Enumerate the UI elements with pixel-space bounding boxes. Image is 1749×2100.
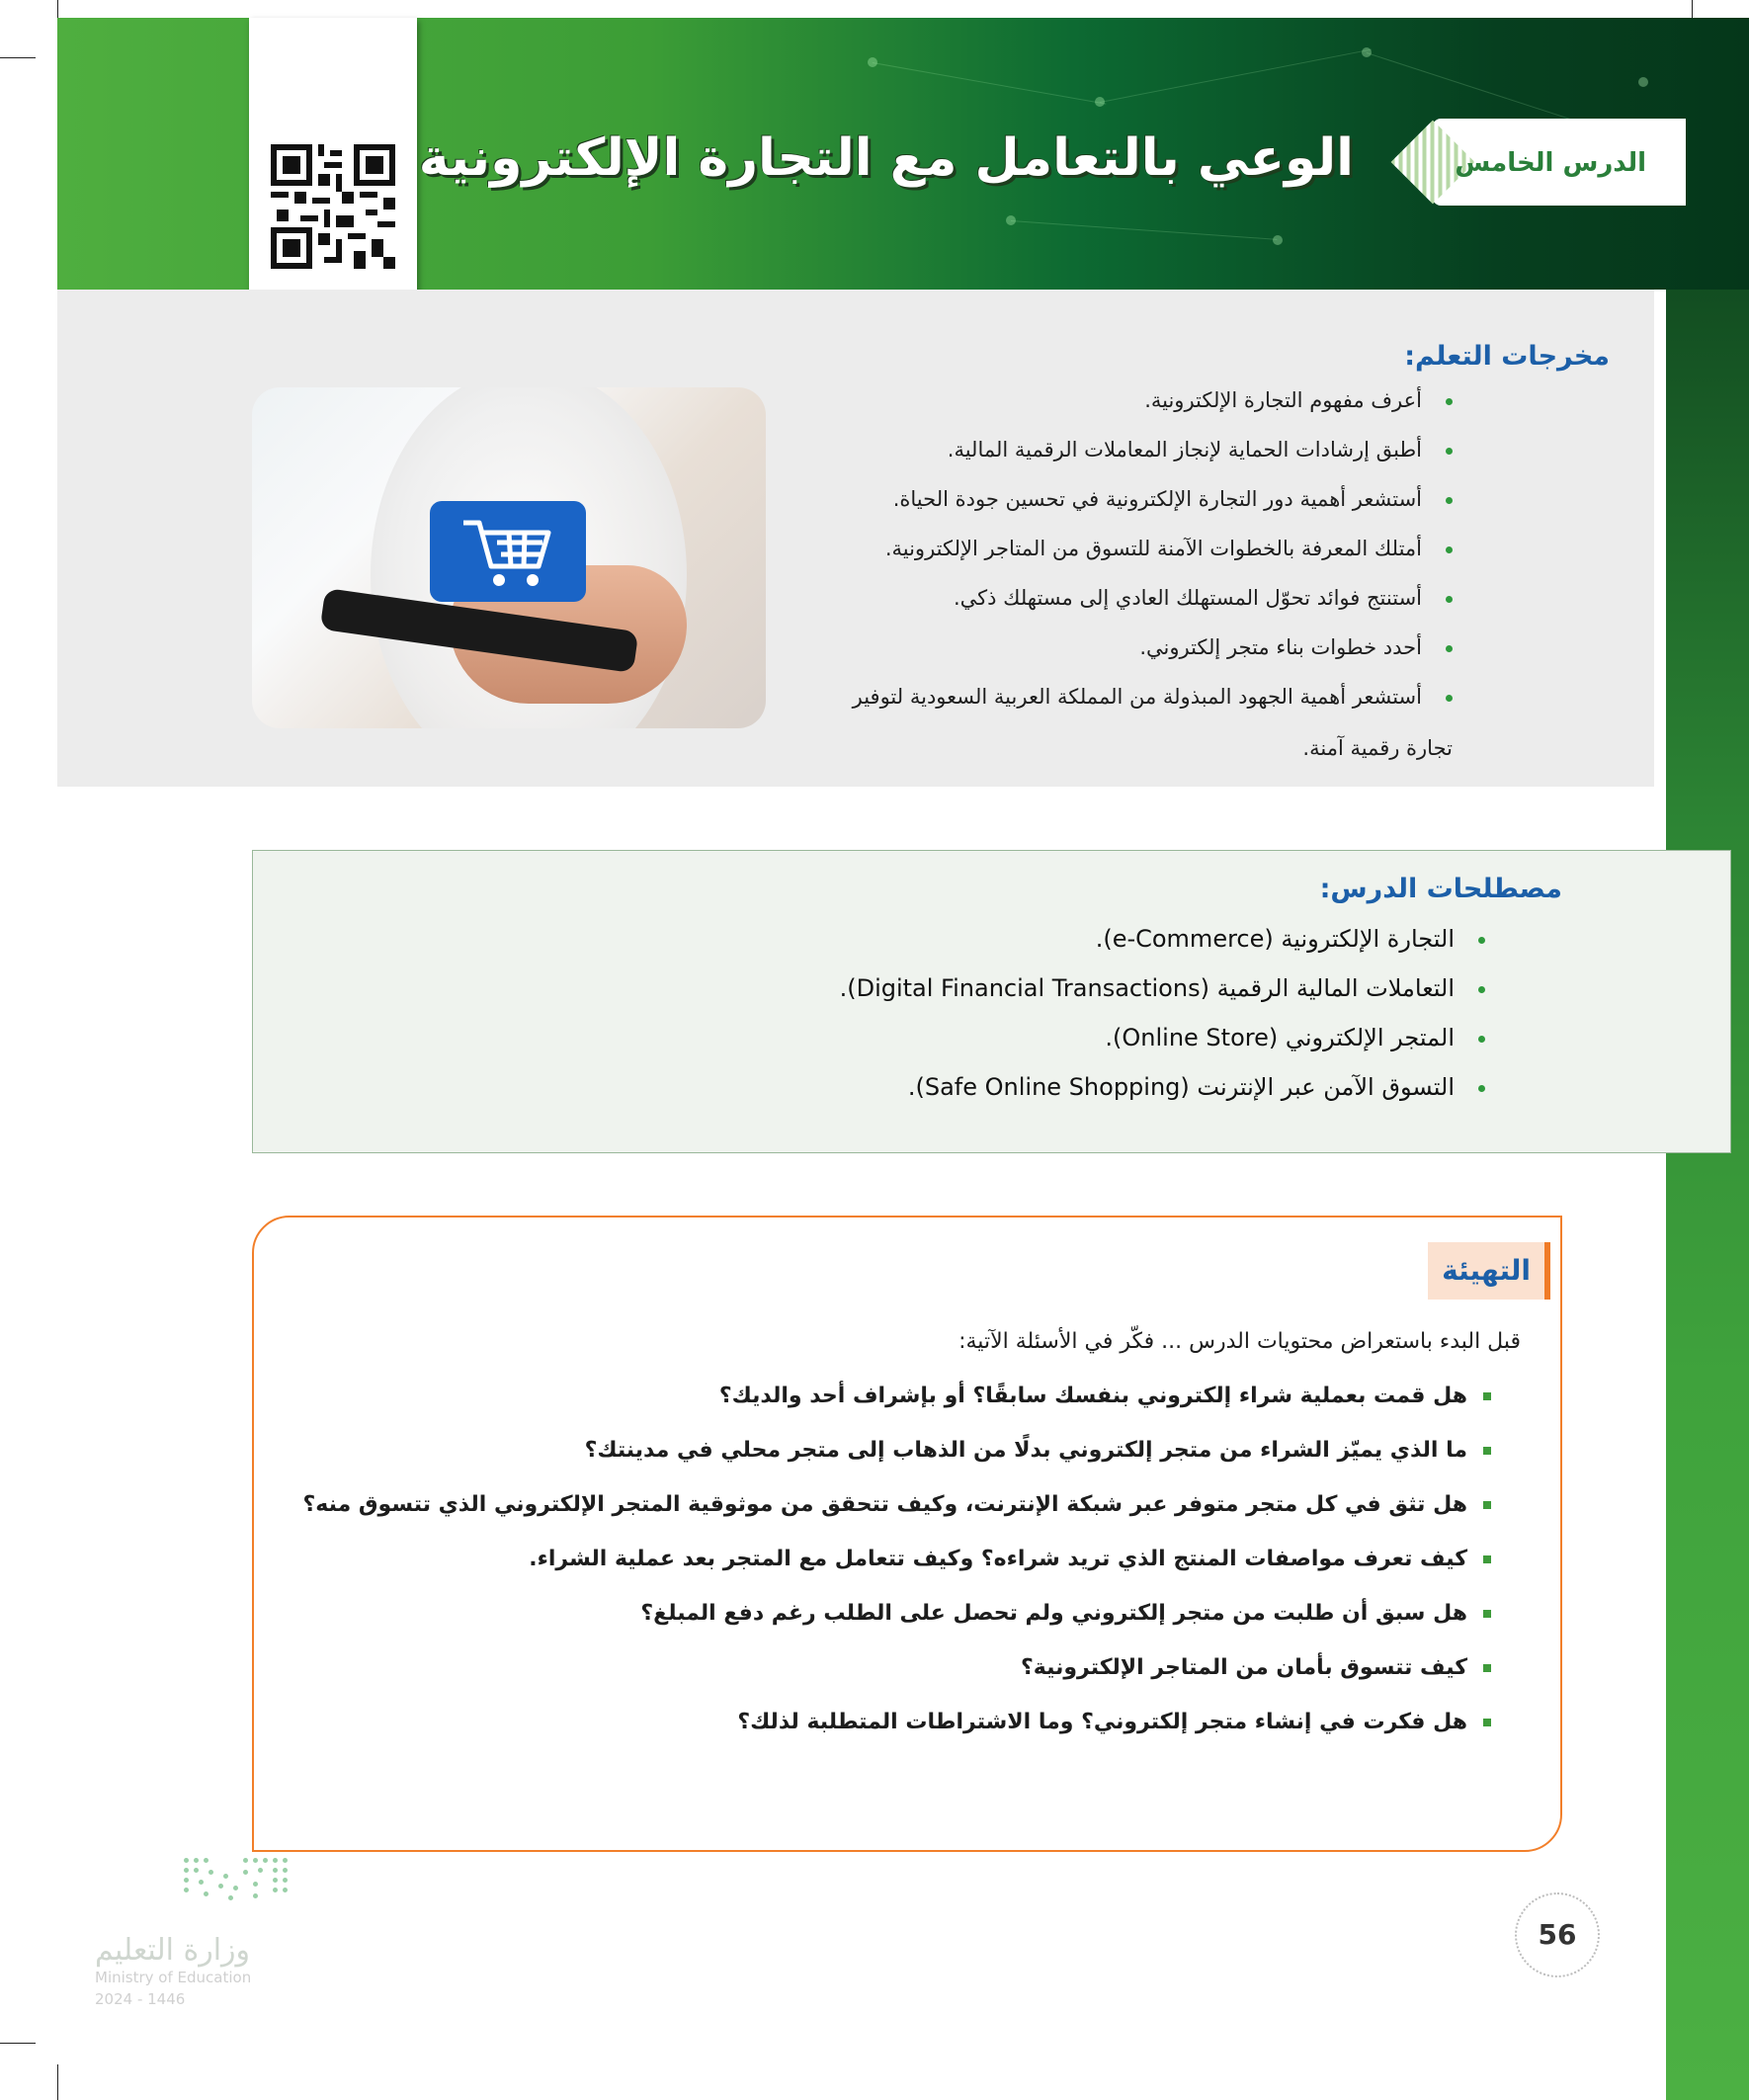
bullet-icon: [1446, 645, 1453, 652]
outcomes-heading: مخرجات التعلم:: [1404, 341, 1610, 372]
warmup-title-tag: [1428, 1242, 1550, 1300]
terms-list: [398, 925, 1485, 1142]
ministry-logo-watermark: [95, 1858, 292, 2016]
list-item: أعرف مفهوم التجارة الإلكترونية.: [1144, 388, 1453, 412]
list-item: أحدد خطوات بناء متجر إلكتروني.: [1139, 635, 1453, 659]
list-item: كيف تعرف مواصفات المنتج الذي تريد شراءه؟ وكيف تتعامل مع المتجر بعد عملية الشراء.: [529, 1547, 1491, 1571]
terms-heading: مصطلحات الدرس:: [1319, 874, 1562, 904]
list-item: أستشعر أهمية الجهود المبذولة من المملكة العربية السعودية لتوفير: [853, 685, 1453, 709]
list-item: ما الذي يميّز الشراء من متجر إلكتروني بدلًا من الذهاب إلى متجر محلي في مدينتك؟: [585, 1438, 1491, 1463]
bullet-icon: [1483, 1447, 1491, 1455]
list-item: هل تثق في كل متجر متوفر عبر شبكة الإنترنت، وكيف تتحقق من موثوقية المتجر الإلكتروني الذي تتسوق منه؟: [303, 1492, 1492, 1517]
list-item: التسوق الآمن عبر الإنترنت (Safe Online Shopping).: [908, 1073, 1485, 1101]
list-item: التعاملات المالية الرقمية (Digital Financial Transactions).: [840, 974, 1485, 1002]
bullet-icon: [1483, 1719, 1491, 1726]
ministry-name-english: Ministry of Education: [95, 1969, 252, 1986]
list-item-continuation: تجارة رقمية آمنة.: [1302, 736, 1453, 760]
warmup-box: [252, 1216, 1562, 1852]
qr-code-icon: [271, 144, 395, 269]
list-item: أمتلك المعرفة بالخطوات الآمنة للتسوق من المتاجر الإلكترونية.: [885, 537, 1453, 560]
ministry-name-arabic: وزارة التعليم: [95, 1933, 251, 1968]
list-item: هل قمت بعملية شراء إلكتروني بنفسك سابقًا؟ أو بإشراف أحد والديك؟: [719, 1384, 1491, 1408]
lesson-terms-box: [252, 850, 1731, 1153]
list-item: هل فكرت في إنشاء متجر إلكتروني؟ وما الاشتراطات المتطلبة لذلك؟: [737, 1710, 1491, 1734]
bullet-icon: [1446, 546, 1453, 553]
shopping-cart-icon: [459, 511, 558, 594]
bullet-icon: [1478, 1085, 1485, 1092]
bullet-icon: [1446, 695, 1453, 702]
warmup-questions: [302, 1329, 1521, 1804]
qr-code-card[interactable]: [249, 18, 417, 316]
list-item: أطبق إرشادات الحماية لإنجاز المعاملات الرقمية المالية.: [948, 438, 1453, 462]
lesson-title: الوعي بالتعامل مع التجارة الإلكترونية: [418, 128, 1354, 188]
bullet-icon: [1446, 398, 1453, 405]
bullet-icon: [1483, 1610, 1491, 1618]
warmup-title: التهيئة: [1442, 1254, 1531, 1287]
bullet-icon: [1446, 497, 1453, 504]
bullet-icon: [1483, 1555, 1491, 1563]
list-item: كيف تتسوق بأمان من المتاجر الإلكترونية؟: [1021, 1655, 1491, 1680]
bullet-icon: [1478, 986, 1485, 993]
bullet-icon: [1446, 596, 1453, 603]
list-item: أستشعر أهمية دور التجارة الإلكترونية في تحسين جودة الحياة.: [893, 487, 1453, 511]
shopping-cart-badge: [430, 501, 586, 602]
warmup-intro: قبل البدء باستعراض محتويات الدرس ... فكّر في الأسئلة الآتية:: [958, 1329, 1521, 1354]
list-item: أستنتج فوائد تحوّل المستهلك العادي إلى مستهلك ذكي.: [954, 586, 1453, 610]
crop-mark: [0, 2043, 36, 2044]
bullet-icon: [1478, 937, 1485, 944]
bullet-icon: [1478, 1036, 1485, 1043]
edition-year: 2024 - 1446: [95, 1990, 186, 2008]
crop-mark: [57, 2064, 58, 2100]
bullet-icon: [1483, 1392, 1491, 1400]
list-item: هل سبق أن طلبت من متجر إلكتروني ولم تحصل على الطلب رغم دفع المبلغ؟: [640, 1601, 1491, 1626]
bullet-icon: [1446, 448, 1453, 455]
bullet-icon: [1483, 1664, 1491, 1672]
bullet-icon: [1483, 1501, 1491, 1509]
side-color-bar: [1666, 287, 1749, 2100]
list-item: المتجر الإلكتروني (Online Store).: [1105, 1024, 1485, 1051]
list-item: التجارة الإلكترونية (e-Commerce).: [1096, 925, 1485, 953]
lesson-number-tag: [1433, 119, 1686, 206]
page-number-badge: [1515, 1892, 1600, 1977]
online-shopping-photo: [252, 387, 766, 728]
lesson-number-label: الدرس الخامس: [1455, 148, 1646, 178]
page-number: 56: [1538, 1918, 1577, 1951]
crop-mark: [0, 57, 36, 58]
